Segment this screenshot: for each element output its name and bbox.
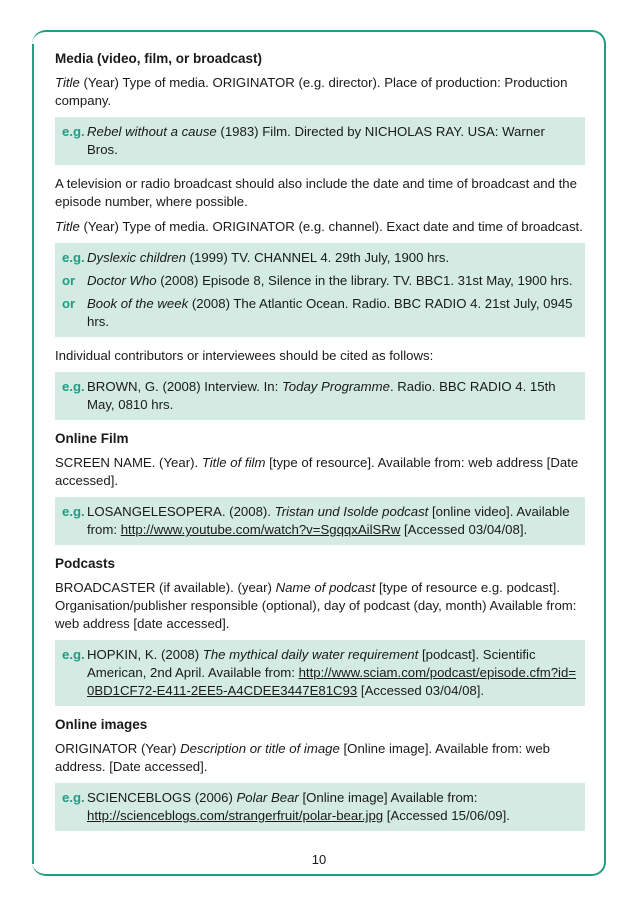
example-lead: e.g.: [62, 647, 85, 662]
online-film-format: SCREEN NAME. (Year). Title of film [type of resource]. Available from: web address [Date accessed].: [55, 455, 579, 488]
example-lead: e.g.: [62, 504, 85, 519]
broadcast-note: A television or radio broadcast should also include the date and time of broadcast and the episode number, where possible.: [55, 176, 577, 209]
example-lead: or: [62, 296, 76, 311]
example-lead: e.g.: [62, 250, 85, 265]
example-box-contributors: [55, 372, 585, 420]
example-lead: e.g.: [62, 379, 85, 394]
page-number: 10: [311, 852, 327, 867]
example-row: e.g. LOSANGELESOPERA. (2008). Tristan und Isolde podcast [online video]. Available from: http://www.youtube.com/watch?v=SgqqxAilSRw [Accessed 03/04/08].: [62, 504, 570, 537]
example-lead: e.g.: [62, 124, 85, 139]
example-row: e.g. SCIENCEBLOGS (2006) Polar Bear [Online image] Available from: http://scienceblogs.com/strangerfruit/polar-bear.jpg [Accessed 15/06/09].: [62, 790, 510, 823]
example-url-link[interactable]: http://www.sciam.com/podcast/episode.cfm?id=0BD1CF72-E411-2EE5-A4CDEE3447E81C93: [87, 665, 577, 698]
section-heading-online-film: Online Film: [55, 431, 129, 446]
example-box-media: [55, 117, 585, 165]
broadcast-format: Title (Year) Type of media. ORIGINATOR (e.g. channel). Exact date and time of broadcast.: [55, 219, 583, 234]
media-format: Title (Year) Type of media. ORIGINATOR (e.g. director). Place of production: Production company.: [55, 75, 568, 108]
example-url-link[interactable]: http://www.youtube.com/watch?v=SgqqxAilSRw: [120, 522, 401, 537]
example-row: e.g. BROWN, G. (2008) Interview. In: Today Programme. Radio. BBC RADIO 4. 15th May, 0810 hrs.: [62, 379, 556, 412]
example-box-online-film: [55, 497, 585, 545]
example-url-link[interactable]: http://scienceblogs.com/strangerfruit/polar-bear.jpg: [87, 808, 384, 823]
contributors-note: Individual contributors or interviewees should be cited as follows:: [55, 348, 434, 363]
online-images-format: ORIGINATOR (Year) Description or title of image [Online image]. Available from: web address. [Date accessed].: [55, 741, 550, 774]
podcasts-format: BROADCASTER (if available). (year) Name of podcast [type of resource e.g. podcast]. Organisation/publisher responsible (optional), day of podcast (day, month) Available from: web address [date accessed].: [55, 580, 577, 631]
page-content: [55, 50, 585, 841]
example-lead: or: [62, 273, 76, 288]
section-heading-media: Media (video, film, or broadcast): [55, 51, 263, 66]
example-row: or Book of the week (2008) The Atlantic Ocean. Radio. BBC RADIO 4. 21st July, 0945 hrs.: [62, 296, 573, 329]
example-box-online-images: [55, 783, 585, 831]
example-row: e.g. HOPKIN, K. (2008) The mythical daily water requirement [podcast]. Scientific American, 2nd April. Available from: http://www.sciam.com/podcast/episode.cfm?id=0BD1CF72-E411-2EE5-A4CDEE3447E81C93 [Accessed 03/04/08].: [62, 647, 577, 698]
example-row: e.g. Dyslexic children (1999) TV. CHANNEL 4. 29th July, 1900 hrs.: [62, 250, 450, 265]
example-box-broadcast: [55, 243, 585, 337]
section-heading-podcasts: Podcasts: [55, 556, 116, 571]
example-box-podcasts: [55, 640, 585, 706]
section-heading-online-images: Online images: [55, 717, 148, 732]
example-row: e.g. Rebel without a cause (1983) Film. Directed by NICHOLAS RAY. USA: Warner Bros.: [62, 124, 545, 157]
page-frame-left: [32, 44, 34, 864]
example-lead: e.g.: [62, 790, 85, 805]
example-row: or Doctor Who (2008) Episode 8, Silence in the library. TV. BBC1. 31st May, 1900 hrs.: [62, 273, 573, 288]
